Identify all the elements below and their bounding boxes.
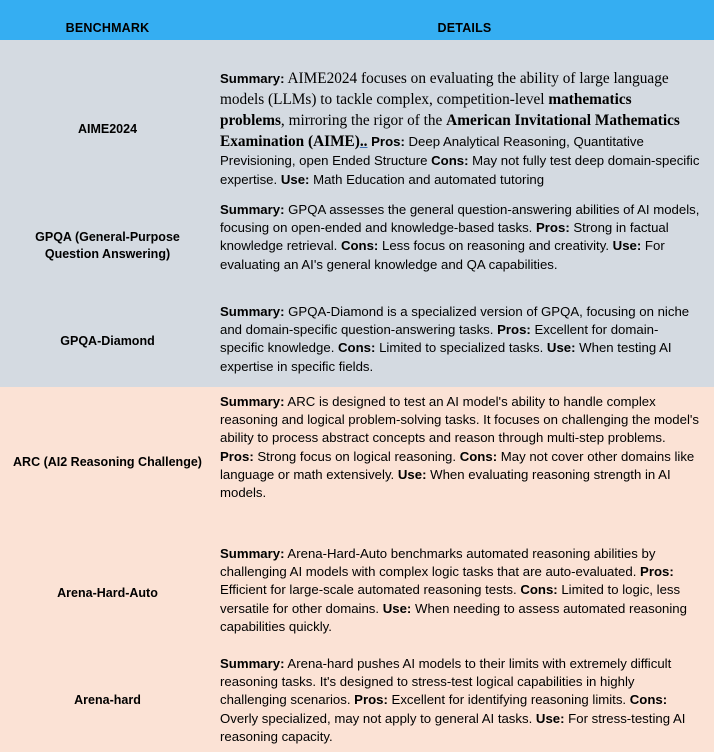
column-header-details: DETAILS	[215, 0, 714, 40]
pros-label: Pros:	[640, 564, 674, 580]
pros-label: Pros:	[354, 692, 388, 708]
table-row	[0, 195, 714, 297]
benchmark-name-cell: GPQA-Diamond	[0, 297, 215, 387]
summary-text-mid: , mirroring the rigor of the	[280, 112, 447, 130]
pros-text: Strong focus on logical reasoning.	[253, 448, 460, 464]
table-row	[0, 387, 714, 539]
summary-text: GPQA assesses the general question-answering abilities of AI models, focusing on open-ended and knowledge-based tasks.	[220, 201, 700, 236]
table-row	[0, 539, 714, 649]
pros-text: Strong in factual knowledge retrieval.	[220, 220, 669, 254]
use-label: Use:	[612, 238, 642, 254]
pros-label: Pros:	[220, 448, 254, 464]
benchmark-details-cell	[215, 40, 714, 195]
summary-label: Summary:	[220, 71, 285, 86]
cons-text: May not fully test deep domain-specific expertise.	[220, 153, 700, 187]
pros-text: Excellent for domain-specific knowledge.	[220, 322, 659, 356]
use-label: Use:	[397, 466, 427, 482]
cons-text: May not cover other domains like language or math extensively.	[220, 448, 695, 482]
benchmark-name-cell: Arena-Hard-Auto	[0, 539, 215, 649]
summary-label: Summary:	[220, 393, 285, 409]
benchmark-name-cell: GPQA (General-Purpose Question Answering)	[0, 195, 215, 297]
cons-label: Cons:	[431, 153, 469, 169]
benchmark-name-cell: Arena-hard	[0, 649, 215, 752]
benchmark-details-cell	[215, 195, 714, 297]
summary-text: GPQA-Diamond is a specialized version of GPQA, focusing on niche and domain-specific question-answering tasks.	[220, 303, 690, 338]
benchmark-details-cell	[215, 649, 714, 752]
use-text: For evaluating an AI's general knowledge and QA capabilities.	[220, 238, 665, 272]
cons-text: Less focus on reasoning and creativity.	[378, 238, 613, 254]
cons-label: Cons:	[459, 448, 498, 464]
summary-text: Arena-hard pushes AI models to their limits with extremely difficult reasoning tasks. It's designed to stress-test logical capabilities in highly challenging scenarios.	[220, 655, 672, 708]
cons-label: Cons:	[338, 340, 376, 356]
summary-text: Arena-Hard-Auto benchmarks automated reasoning abilities by challenging AI models with complex logic tasks that are auto-evaluated.	[220, 545, 656, 580]
use-text: When testing AI expertise in specific fields.	[220, 340, 672, 374]
summary-label: Summary:	[220, 655, 285, 671]
benchmark-name-cell: ARC (AI2 Reasoning Challenge)	[0, 387, 215, 539]
summary-link-tail[interactable]: ..	[359, 133, 368, 151]
cons-text: Overly specialized, may not apply to general AI tasks.	[220, 710, 536, 726]
benchmark-name-cell: AIME2024	[0, 40, 215, 195]
table-header-row	[0, 0, 714, 40]
use-label: Use:	[280, 171, 310, 187]
cons-label: Cons:	[629, 692, 668, 708]
use-text: For stress-testing AI reasoning capacity.	[220, 710, 686, 744]
pros-label: Pros:	[536, 220, 570, 236]
table-row	[0, 297, 714, 387]
table-row	[0, 649, 714, 752]
summary-label: Summary:	[220, 201, 285, 217]
table-body	[0, 40, 714, 752]
summary-emphasis-one: mathematics problems	[220, 91, 632, 130]
use-text: When evaluating reasoning strength in AI models.	[220, 466, 671, 500]
use-text: When needing to assess automated reasoning capabilities quickly.	[220, 600, 687, 634]
benchmark-details-cell	[215, 539, 714, 649]
cons-label: Cons:	[340, 238, 379, 254]
use-label: Use:	[535, 710, 565, 726]
benchmark-details-cell	[215, 387, 714, 539]
column-header-benchmark: BENCHMARK	[0, 0, 215, 40]
summary-text: ARC is designed to test an AI model's ability to handle complex reasoning and logical problem-solving tasks. It focuses on challenging the model's ability to process abstract concepts and reason through multi-step problems.	[220, 393, 700, 446]
cons-text: Limited to logic, less versatile for other domains.	[220, 582, 681, 616]
pros-text: Excellent for identifying reasoning limits.	[387, 692, 630, 708]
summary-text-lead: AIME2024 focuses on evaluating the ability of large language models (LLMs) to tackle complex, competition-level	[220, 70, 669, 109]
pros-text: Efficient for large-scale automated reasoning tests.	[220, 582, 521, 598]
pros-label: Pros:	[497, 322, 531, 338]
pros-label: Pros:	[371, 134, 405, 150]
summary-label: Summary:	[220, 545, 285, 561]
summary-label: Summary:	[220, 303, 285, 319]
use-label: Use:	[382, 600, 412, 616]
pros-text: Deep Analytical Reasoning, Quantitative Previsioning, open Ended Structure	[220, 134, 644, 169]
benchmark-details-cell	[215, 297, 714, 387]
summary-emphasis-two: American Invitational Mathematics Examination (AIME)	[220, 112, 680, 151]
use-label: Use:	[546, 340, 576, 356]
cons-text: Limited to specialized tasks.	[375, 340, 547, 356]
use-text: Math Education and automated tutoring	[309, 171, 545, 187]
table-row	[0, 40, 714, 195]
cons-label: Cons:	[520, 582, 558, 598]
